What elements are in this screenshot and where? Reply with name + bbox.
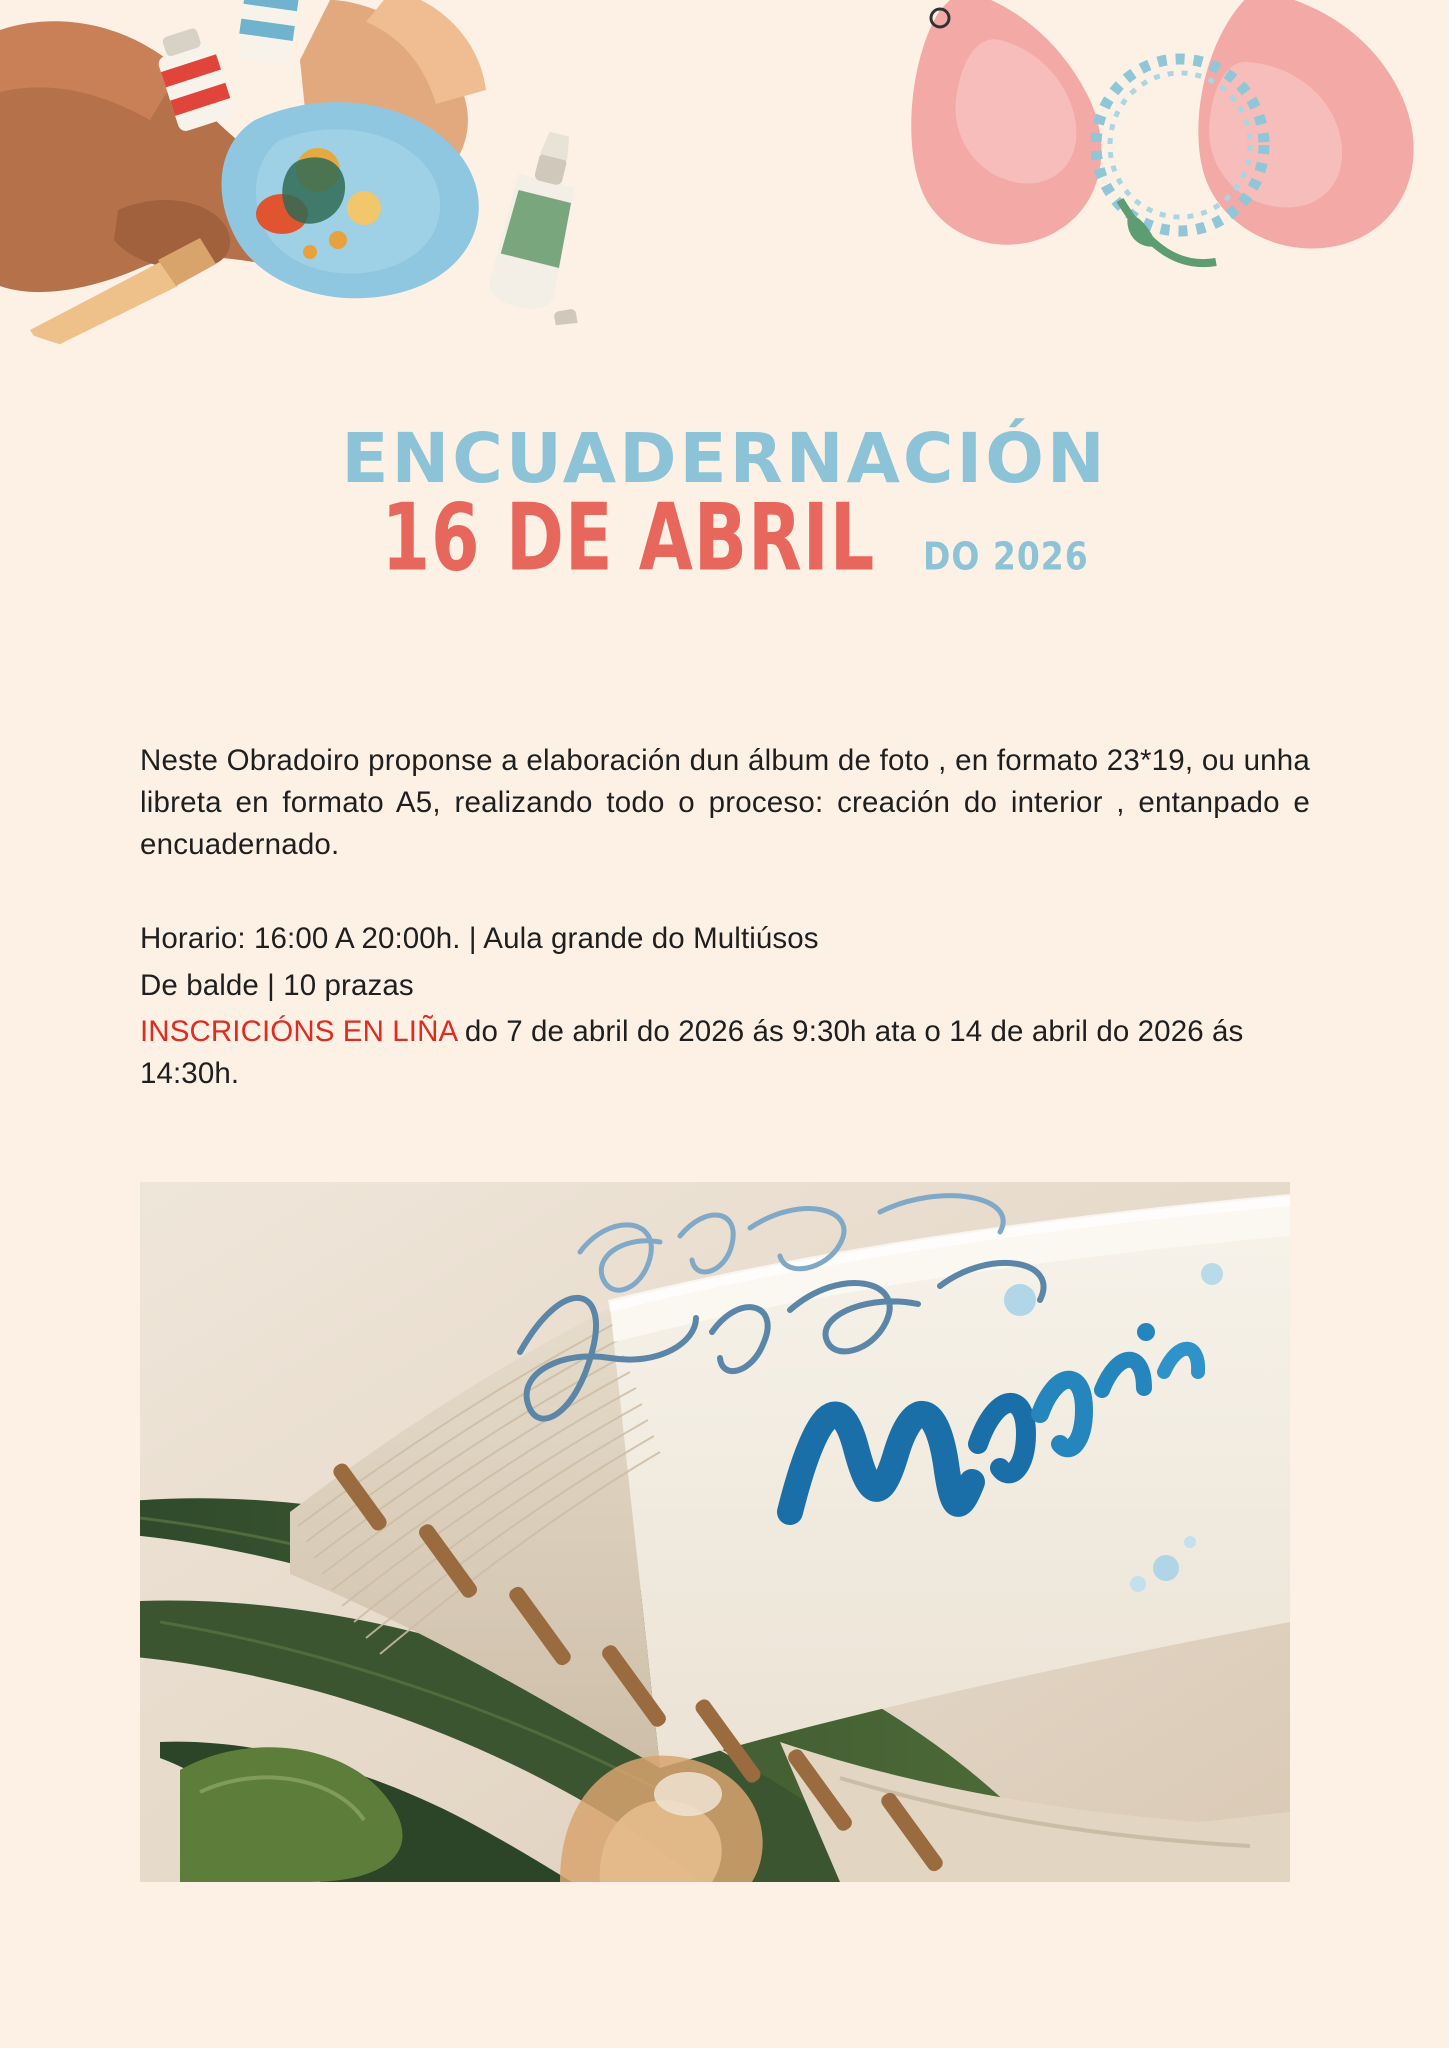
date-row	[0, 482, 1449, 592]
header-illustration	[0, 0, 1449, 430]
handbound-book-photo	[140, 1182, 1290, 1882]
craft-hands-illustration	[0, 0, 1449, 430]
description-paragraph: Neste Obradoiro proponse a elaboración dun álbum de foto , en formato 23*19, ou unha libreta en formato A5, realizando todo o proceso: creación do interior , entanpado e encuadernado.	[140, 744, 1310, 861]
event-date: 16 DE ABRIL	[381, 482, 876, 592]
price-line: De balde | 10 prazas	[140, 968, 414, 1002]
body-copy	[140, 740, 1310, 1100]
schedule-line: Horario: 16:00 A 20:00h. | Aula grande do Multiúsos	[140, 921, 819, 955]
photo-illustration	[140, 1182, 1290, 1882]
registration-text: do 7 de abril do 2026 ás 9:30h ata o 14 de abril do 2026 ás 14:30h.	[140, 1015, 1244, 1091]
registration-line	[140, 1011, 1310, 1095]
registration-label: INSCRICIÓNS EN LIÑA	[140, 1015, 457, 1049]
event-year: DO 2026	[922, 534, 1089, 579]
info-lines	[140, 918, 1310, 1096]
title-block	[0, 419, 1449, 592]
page-title: ENCUADERNACIÓN	[341, 419, 1108, 499]
